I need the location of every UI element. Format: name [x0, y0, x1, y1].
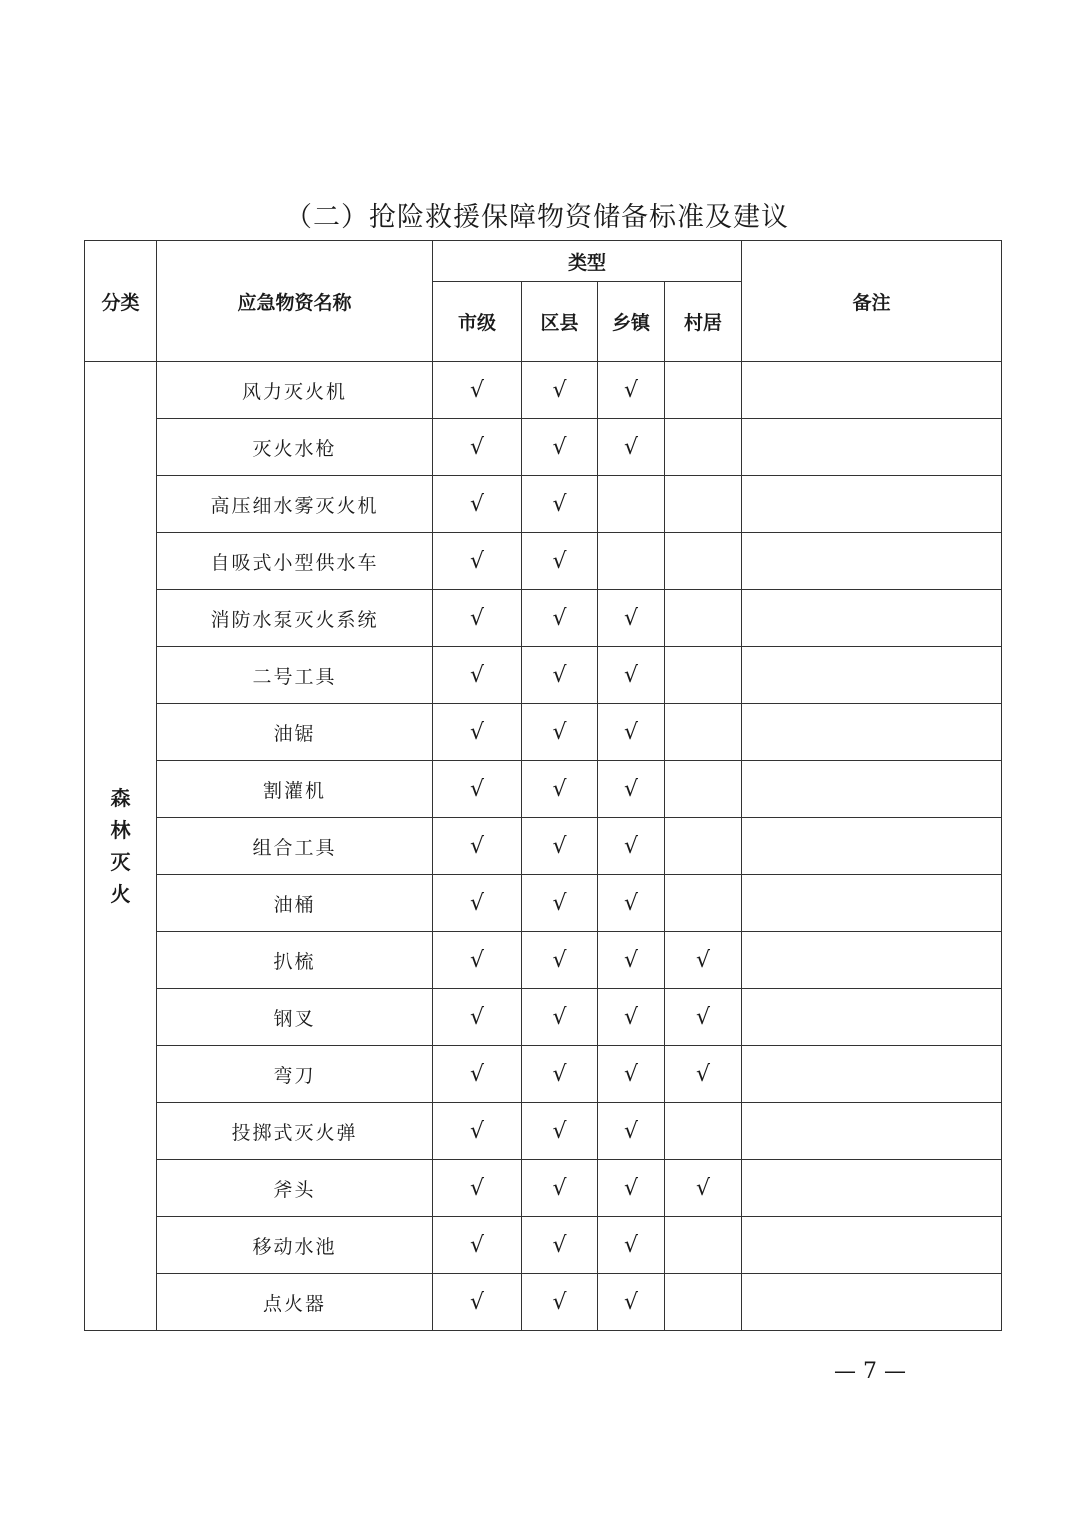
- header-item-name: 应急物资名称: [157, 241, 433, 362]
- item-name-cell: 投掷式灭火弹: [157, 1103, 433, 1160]
- header-type-group: 类型: [433, 241, 742, 282]
- check-cell-village: [665, 1103, 742, 1160]
- check-cell-county: √: [522, 704, 598, 761]
- check-cell-county: √: [522, 419, 598, 476]
- check-cell-village: [665, 533, 742, 590]
- check-cell-village: √: [665, 932, 742, 989]
- table-row: [85, 1217, 1002, 1274]
- check-cell-town: √: [598, 932, 665, 989]
- table-row: [85, 533, 1002, 590]
- item-name-cell: 扒梳: [157, 932, 433, 989]
- check-cell-county: √: [522, 761, 598, 818]
- table-row: [85, 818, 1002, 875]
- check-cell-village: [665, 1274, 742, 1331]
- check-cell-county: √: [522, 989, 598, 1046]
- check-cell-city: √: [433, 476, 522, 533]
- page-title: （二）抢险救援保障物资储备标准及建议: [285, 202, 789, 233]
- check-cell-village: [665, 419, 742, 476]
- check-cell-county: √: [522, 1046, 598, 1103]
- category-label: 森林灭火: [110, 786, 131, 906]
- check-cell-county: √: [522, 362, 598, 419]
- item-name-cell: 高压细水雾灭火机: [157, 476, 433, 533]
- remark-cell: [742, 1274, 1002, 1331]
- item-name-cell: 组合工具: [157, 818, 433, 875]
- check-cell-village: √: [665, 1046, 742, 1103]
- check-cell-city: √: [433, 1217, 522, 1274]
- header-row-1: [85, 241, 1002, 282]
- check-cell-city: √: [433, 875, 522, 932]
- item-name-cell: 油桶: [157, 875, 433, 932]
- table-row: [85, 1274, 1002, 1331]
- table-row: [85, 932, 1002, 989]
- item-name-cell: 油锯: [157, 704, 433, 761]
- page-number: — 7 —: [834, 1359, 906, 1384]
- check-cell-county: √: [522, 647, 598, 704]
- check-cell-city: √: [433, 1046, 522, 1103]
- table-row: [85, 989, 1002, 1046]
- check-cell-town: [598, 476, 665, 533]
- check-cell-village: [665, 647, 742, 704]
- check-cell-county: √: [522, 1160, 598, 1217]
- table-row: [85, 1046, 1002, 1103]
- check-cell-city: √: [433, 932, 522, 989]
- remark-cell: [742, 1103, 1002, 1160]
- check-cell-village: [665, 476, 742, 533]
- check-cell-town: √: [598, 647, 665, 704]
- category-cell: [85, 362, 157, 1331]
- remark-cell: [742, 1160, 1002, 1217]
- check-cell-county: √: [522, 818, 598, 875]
- check-cell-city: √: [433, 362, 522, 419]
- table-row: [85, 362, 1002, 419]
- table-row: [85, 704, 1002, 761]
- check-cell-town: √: [598, 362, 665, 419]
- check-cell-village: [665, 818, 742, 875]
- table-row: [85, 1103, 1002, 1160]
- check-cell-town: √: [598, 875, 665, 932]
- check-cell-city: √: [433, 1160, 522, 1217]
- table-row: [85, 1160, 1002, 1217]
- item-name-cell: 灭火水枪: [157, 419, 433, 476]
- remark-cell: [742, 818, 1002, 875]
- remark-cell: [742, 704, 1002, 761]
- check-cell-village: [665, 1217, 742, 1274]
- header-category: 分类: [85, 241, 157, 362]
- check-cell-city: √: [433, 533, 522, 590]
- remark-cell: [742, 590, 1002, 647]
- check-cell-county: √: [522, 590, 598, 647]
- check-cell-city: √: [433, 989, 522, 1046]
- check-cell-city: √: [433, 1103, 522, 1160]
- remark-cell: [742, 476, 1002, 533]
- check-cell-county: √: [522, 1217, 598, 1274]
- check-cell-city: √: [433, 647, 522, 704]
- table-row: [85, 476, 1002, 533]
- check-cell-city: √: [433, 704, 522, 761]
- check-cell-city: √: [433, 419, 522, 476]
- check-cell-town: √: [598, 761, 665, 818]
- remark-cell: [742, 1217, 1002, 1274]
- check-cell-town: √: [598, 1274, 665, 1331]
- remark-cell: [742, 875, 1002, 932]
- check-cell-county: √: [522, 1274, 598, 1331]
- check-cell-city: √: [433, 1274, 522, 1331]
- check-cell-city: √: [433, 761, 522, 818]
- header-level-town: 乡镇: [598, 282, 665, 362]
- table-row: [85, 761, 1002, 818]
- table-row: [85, 875, 1002, 932]
- remark-cell: [742, 989, 1002, 1046]
- remark-cell: [742, 647, 1002, 704]
- check-cell-town: √: [598, 1160, 665, 1217]
- check-cell-city: √: [433, 818, 522, 875]
- check-cell-town: √: [598, 989, 665, 1046]
- item-name-cell: 钢叉: [157, 989, 433, 1046]
- remark-cell: [742, 932, 1002, 989]
- item-name-cell: 消防水泵灭火系统: [157, 590, 433, 647]
- check-cell-village: [665, 590, 742, 647]
- check-cell-village: √: [665, 989, 742, 1046]
- check-cell-town: √: [598, 1103, 665, 1160]
- item-name-cell: 移动水池: [157, 1217, 433, 1274]
- remark-cell: [742, 761, 1002, 818]
- check-cell-village: [665, 761, 742, 818]
- check-cell-town: √: [598, 704, 665, 761]
- header-level-city: 市级: [433, 282, 522, 362]
- remark-cell: [742, 1046, 1002, 1103]
- check-cell-county: √: [522, 533, 598, 590]
- check-cell-county: √: [522, 476, 598, 533]
- check-cell-county: √: [522, 932, 598, 989]
- check-cell-county: √: [522, 1103, 598, 1160]
- header-level-village: 村居: [665, 282, 742, 362]
- table-row: [85, 419, 1002, 476]
- table-row: [85, 590, 1002, 647]
- check-cell-town: √: [598, 590, 665, 647]
- item-name-cell: 风力灭火机: [157, 362, 433, 419]
- check-cell-county: √: [522, 875, 598, 932]
- check-cell-village: √: [665, 1160, 742, 1217]
- item-name-cell: 自吸式小型供水车: [157, 533, 433, 590]
- header-level-county: 区县: [522, 282, 598, 362]
- check-cell-town: √: [598, 419, 665, 476]
- remark-cell: [742, 362, 1002, 419]
- header-remarks: 备注: [742, 241, 1002, 362]
- check-cell-town: √: [598, 818, 665, 875]
- check-cell-town: [598, 533, 665, 590]
- table-body: [85, 362, 1002, 1331]
- remark-cell: [742, 419, 1002, 476]
- item-name-cell: 斧头: [157, 1160, 433, 1217]
- item-name-cell: 点火器: [157, 1274, 433, 1331]
- check-cell-city: √: [433, 590, 522, 647]
- item-name-cell: 弯刀: [157, 1046, 433, 1103]
- table-row: [85, 647, 1002, 704]
- check-cell-town: √: [598, 1046, 665, 1103]
- check-cell-town: √: [598, 1217, 665, 1274]
- item-name-cell: 二号工具: [157, 647, 433, 704]
- reserve-standard-table: [84, 240, 1002, 1331]
- check-cell-village: [665, 362, 742, 419]
- remark-cell: [742, 533, 1002, 590]
- check-cell-village: [665, 875, 742, 932]
- check-cell-village: [665, 704, 742, 761]
- item-name-cell: 割灌机: [157, 761, 433, 818]
